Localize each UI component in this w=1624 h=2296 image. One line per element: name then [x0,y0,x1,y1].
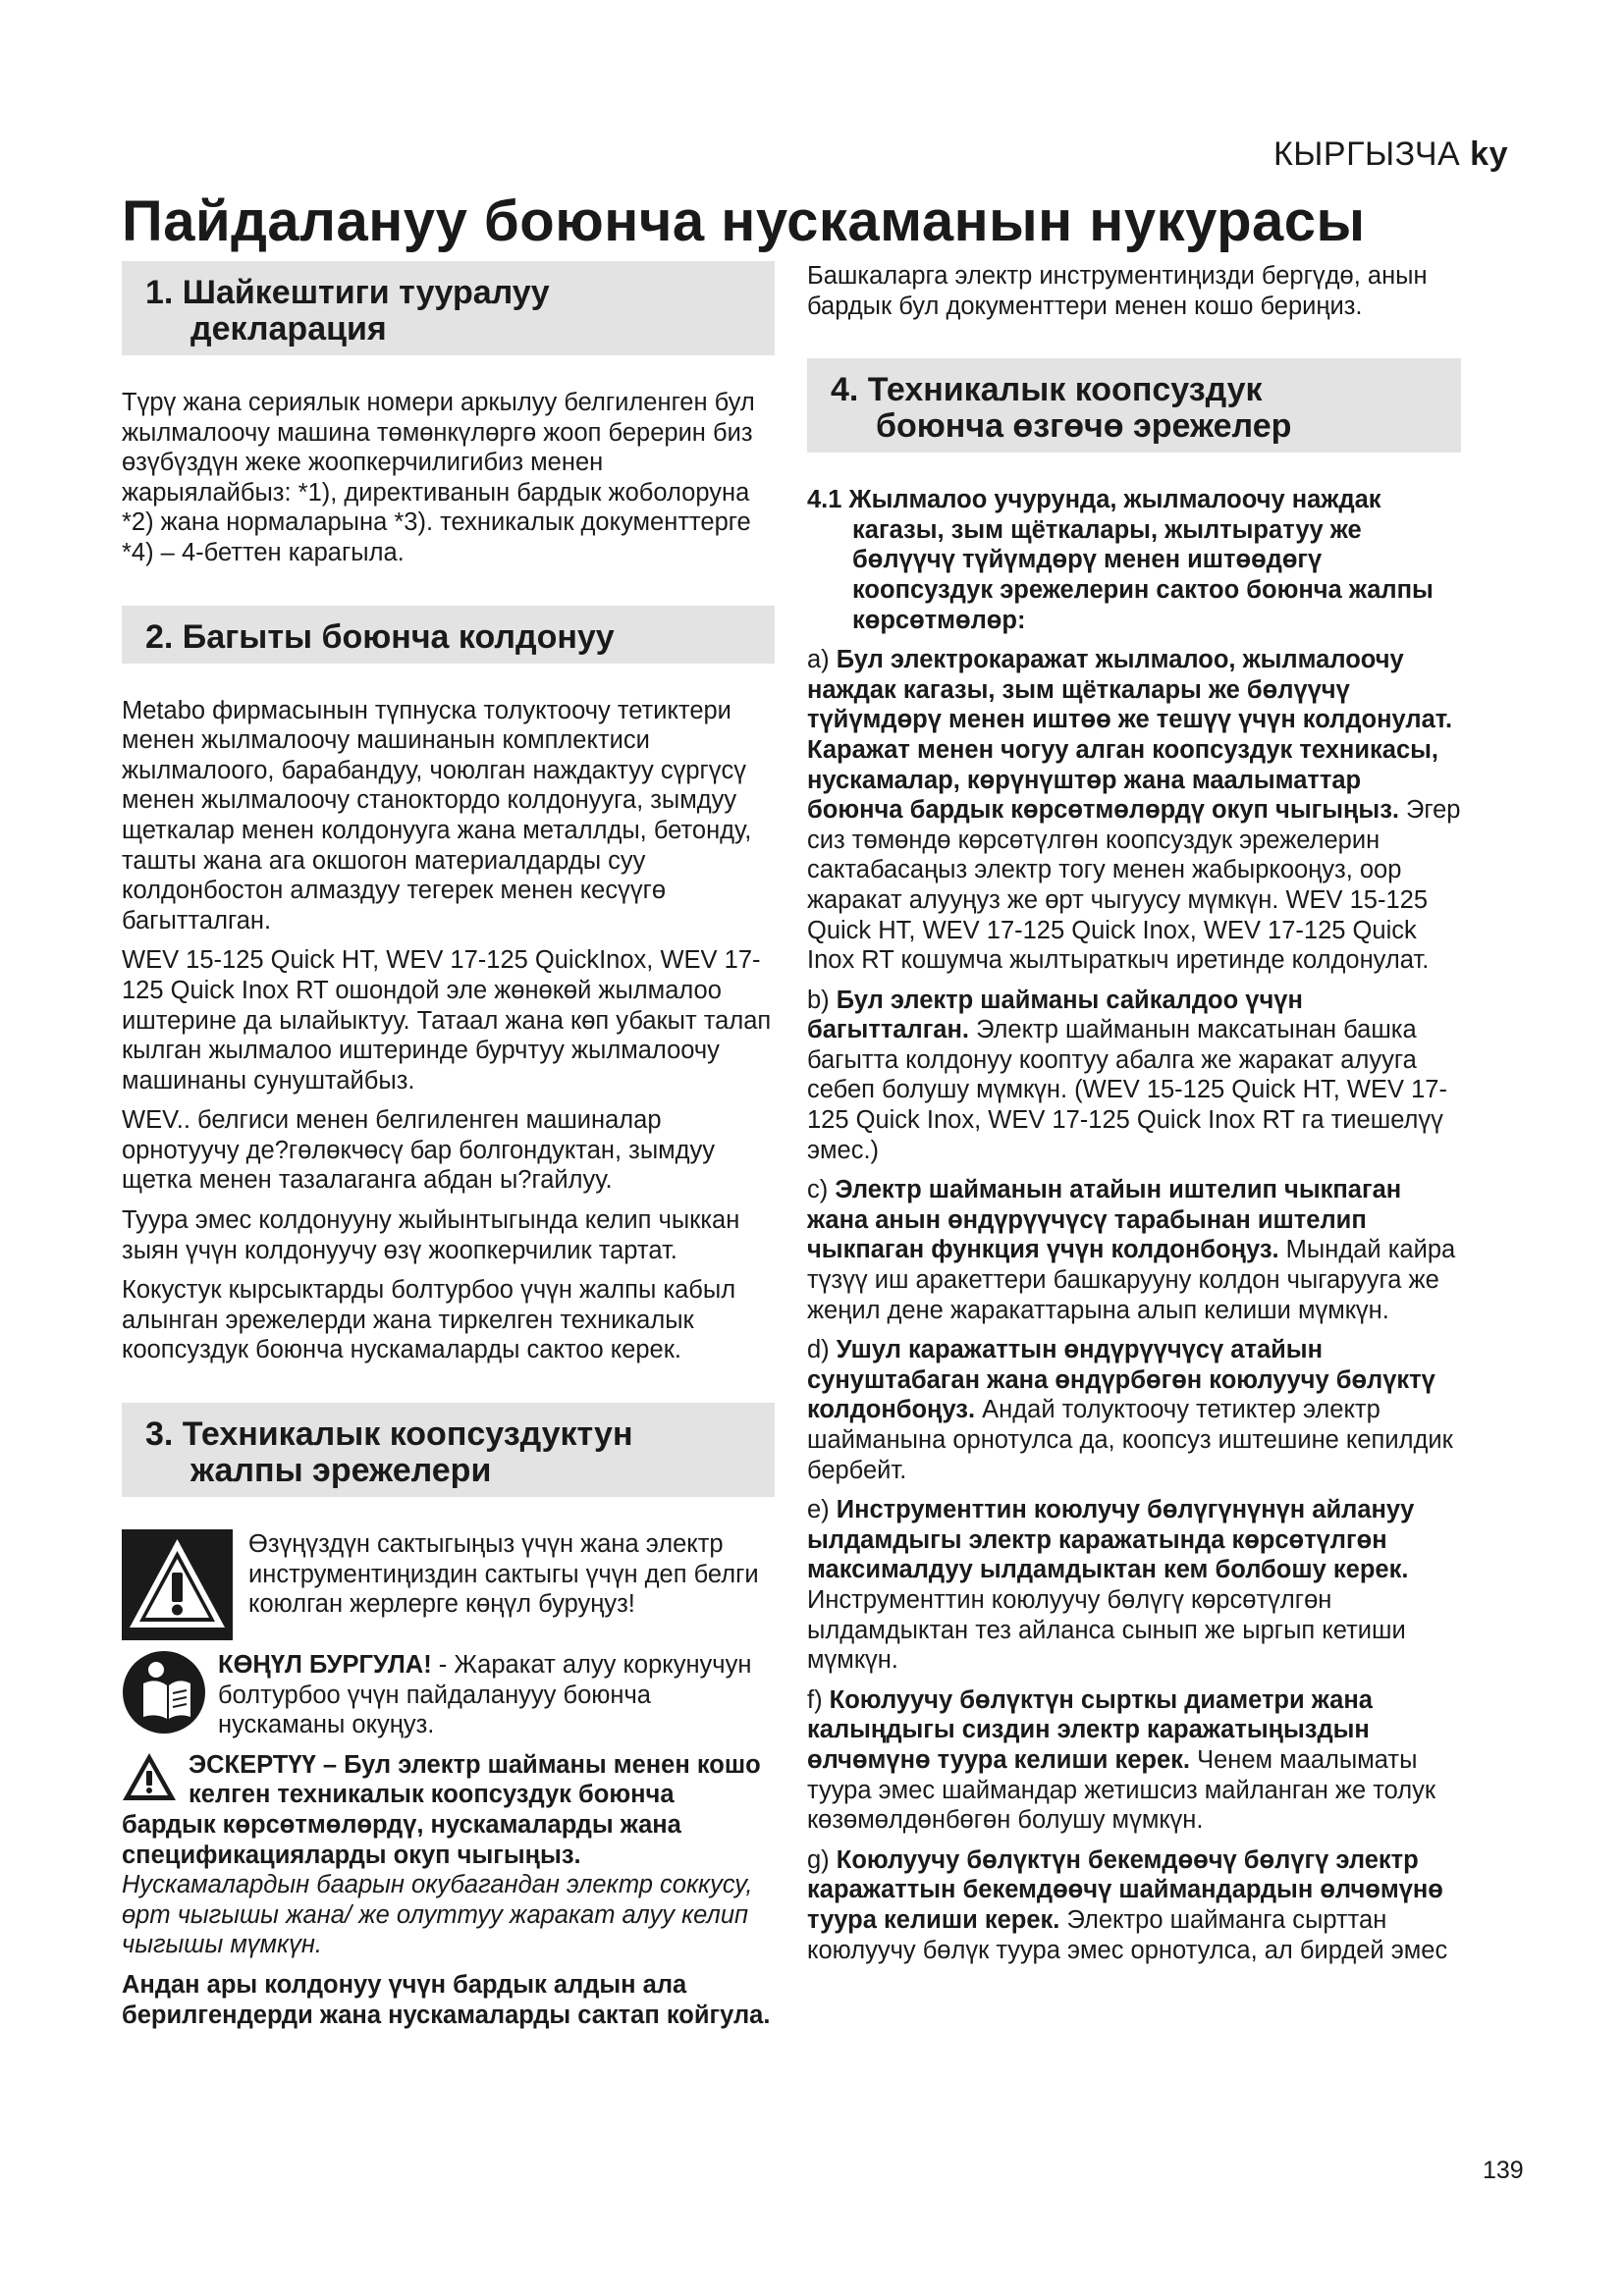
page-title: Пайдалануу боюнча нускаманын нукурасы [122,189,1366,253]
rule-c-marker: c) [807,1176,836,1204]
rule-e-text: Инструменттин коюлуучу бөлүгү көрсөтүлгөн ылдамдыктан тез айланса сынып же ыргып кетиши мүмкүн. [807,1585,1406,1675]
rule-d [807,1335,1461,1485]
rule-a-marker: a) [807,646,837,674]
rule-b [807,986,1461,1166]
section-2-paragraph-2: WEV 15-125 Quick HT, WEV 17-125 QuickInox, WEV 17-125 Quick Inox RT ошондой эле жөнөкөй жылмалоо иштерине да ылайыктуу. Татаал жана көп убакыт талап кылган жылмалоо иштеринде бурчтуу жылмалоочу машинаны сунуштайбыз. [122,946,772,1095]
rule-a-bold: Бул электрокаражат жылмалоо, жылмалоочу наждак кагазы, зым щёткалары же бөлүүчү түйүмдөрү менен иштөө же тешүү үчүн колдонулат. Каражат менен чогуу алган коопсуздук техникасы, нускамалар, көрүнүштөр жана маалыматтар боюнча бардык көрсөтмөлөрдү окуп чыгыңыз. [807,646,1453,825]
rule-c [807,1175,1461,1325]
language-label [1273,135,1508,174]
attention-text [218,1650,775,1740]
handover-paragraph: Башкаларга электр инструментиңизди бергүдө, анын бардык бул документтери менен кошо бериңиз. [807,262,1428,320]
rule-b-bold: Бул электр шайманы сайкалдоо үчүн багытталган. [807,986,1303,1044]
rule-c-text: Мындай кайра түзүү иш аракеттери башкарууну колдон чыгарууга же жеңил дене жаракаттарына алып келиши мүмкүн. [807,1236,1456,1324]
subsection-4-1-heading: 4.1 Жылмалоо учурунда, жылмалоочу наждак кагазы, зым щёткалары, жылтыратуу же бөлүүчү түйүмдөрү менен иштөөдөгү коопсуздук эрежелерин сактоо боюнча жалпы көрсөтмөлөр: [807,486,1434,634]
rule-e-marker: e) [807,1496,837,1524]
keep-instructions-text: Андан ары колдонуу үчүн бардык алдын ала берилгендерди жана нускамаларды сактап койгула. [122,1970,771,2029]
safety-notice-row [122,1529,775,1640]
language-code: ky [1470,135,1508,173]
rule-g-marker: g) [807,1845,837,1874]
section-3-heading-line2: жалпы эрежелери [190,1452,492,1490]
section-2-paragraph-5: Кокустук кырсыктарды болтурбоо үчүн жалпы кабыл алынган эрежелерди жана тиркелген техникалык коопсуздук боюнча нускамаларды сактоо керек. [122,1276,736,1364]
section-3-heading [122,1403,775,1497]
safety-notice-text: Өзүңүздүн сактыгыңыз үчүн жана электр инструментиңиздин сактыгы үчүн деп белги коюлган жерлерге көңүл буруңуз! [248,1530,759,1619]
rule-d-text: Андай толуктоочу тетиктер электр шайманына орнотулса да, коопсуз иштешине кепилдик бербейт. [807,1396,1453,1484]
warning-triangle-icon [122,1529,233,1640]
section-1-heading-line1: 1. Шайкештиги тууралуу [145,274,550,311]
section-1-heading [122,261,775,355]
left-column [122,261,775,2040]
warning-block [122,1750,775,1960]
read-manual-icon [122,1650,206,1735]
warning-triangle-icon [122,1752,177,1801]
rule-g-bold: Коюлуучу бөлүктүн бекемдөөчү бөлүгү электр каражаттын бекемдөөчү шаймандардын өлчөмүнө туура келиши керек. [807,1845,1443,1934]
rule-g [807,1845,1461,1965]
right-column [807,261,1461,1975]
section-1-paragraph: Түрү жана сериялык номери аркылуу белгиленген бул жылмалоочу машина төмөнкүлөргө жооп берерин биз өзүбүздүн жеке жоопкерчилигибиз менен жарыялайбыз: *1), директиванын бардык жоболоруна *2) жана нормаларына *3). техникалык документтерге *4) – 4-беттен карагыла. [122,389,755,566]
section-2-heading [122,606,775,664]
rule-e [807,1495,1461,1676]
attention-label: КӨҢҮЛ БУРГУЛА! [218,1651,432,1680]
section-4-heading [807,358,1461,453]
section-4-heading-line2: боюнча өзгөчө эрежелер [876,407,1292,446]
warning-italic-text: Нускамалардын баарын окубагандан электр соккусу, өрт чыгышы жана/ же олуттуу жаракат алуу келип чыгышы мүмкүн. [122,1871,753,1959]
attention-row [122,1650,775,1740]
rule-b-marker: b) [807,986,837,1014]
language-name: КЫРГЫЗЧА [1272,135,1461,173]
rule-e-bold: Инструменттин коюлучу бөлүгүнүнүн айлануу ылдамдыгы электр каражатында көрсөтүлгөн максималдуу ылдамдыктан кем болбошу керек. [807,1496,1415,1584]
section-1-heading-line2: декларация [190,310,387,347]
rule-a [807,645,1461,976]
attention-body: - Жаракат алуу коркунучун болтурбоо үчүн пайдаланууу боюнча нускаманы окуңуз. [218,1651,752,1739]
rule-g-text: Электро шайманга сырттан коюлуучу бөлүк туура эмес орнотулса, ал бирдей эмес [807,1905,1448,1964]
section-2-heading-text: 2. Багыты боюнча колдонуу [145,617,615,656]
rule-b-text: Электр шайманын максатынан башка багытта колдонуу кооптуу абалга же жаракат алууга себеп болушу мүмкүн. (WEV 15-125 Quick HT, WEV 17-125 Quick Inox, WEV 17-125 Quick Inox RT га тиешелүү эмес.) [807,1016,1447,1164]
rule-a-text: Эгер сиз төмөндө көрсөтүлгөн коопсуздук эрежелерин сактабасаңыз электр тогу менен жабыркооңуз, оор жаракат алууңуз же өрт чыгуусу мүмкүн. WEV 15-125 Quick HT, WEV 17-125 Quick Inox, WEV 17-125 Quick Inox RT кошумча жылтыраткыч иретинде колдонулат. [807,796,1461,975]
section-3-heading-line1: 3. Техникалык коопсуздуктун [145,1415,633,1454]
page-number: 139 [1483,2157,1524,2184]
warning-bold-text: ЭСКЕРТҮҮ – Бул электр шайманы менен кошо келген техникалык коопсуздук боюнча бардык көрсөтмөлөрдү, нускамаларды жана спецификацияларды окуп чыгыңыз. [122,1750,761,1869]
rule-f-text: Ченем маалыматы туура эмес шаймандар жетишсиз майланган же толук көзөмөлдөнбөгөн болушу мүмкүн. [807,1745,1436,1835]
rule-d-bold: Ушул каражаттын өндүрүүчүсү атайын сунуштабаган жана өндүрбөгөн коюлуучу бөлүктү колдонбоңуз. [807,1336,1435,1424]
rule-c-bold: Электр шайманын атайын иштелип чыкпаган жана анын өндүрүүчүсү тарабынан иштелип чыкпаган функция үчүн колдонбоңуз. [807,1176,1402,1264]
section-4-heading-line1: 4. Техникалык коопсуздук [831,371,1263,409]
rule-f-marker: f) [807,1685,830,1714]
section-2-paragraph-4: Туура эмес колдонууну жыйынтыгында келип чыккан зыян үчүн колдонуучу өзү жоопкерчилик тартат. [122,1206,740,1264]
rule-d-marker: d) [807,1336,837,1364]
rule-f-bold: Коюлуучу бөлүктүн сырткы диаметри жана калыңдыгы сиздин электр каражатыңыздын өлчөмүнө туура келиши керек. [807,1685,1373,1774]
section-2-paragraph-3: WEV.. белгиси менен белгиленген машиналар орнотуучу де?гөлөкчөсү бар болгондуктан, зымдуу щетка менен тазалаганга абдан ы?гайлуу. [122,1106,716,1195]
rule-f [807,1685,1461,1836]
section-2-paragraph-1: Metabo фирмасынын түпнуска толуктоочу тетиктери менен жылмалоочу машинанын комплектиси жылмалоого, барабандуу, чоюлган наждактуу сүргүсү менен жылмалоочу станоктордо колдонууга, зымдуу щеткалар менен колдонууга жана металлды, бетонду, ташты жана ага окшогон материалдарды суу колдонбостон алмаздуу тегерек менен кесүүгө багытталган. [122,696,752,934]
